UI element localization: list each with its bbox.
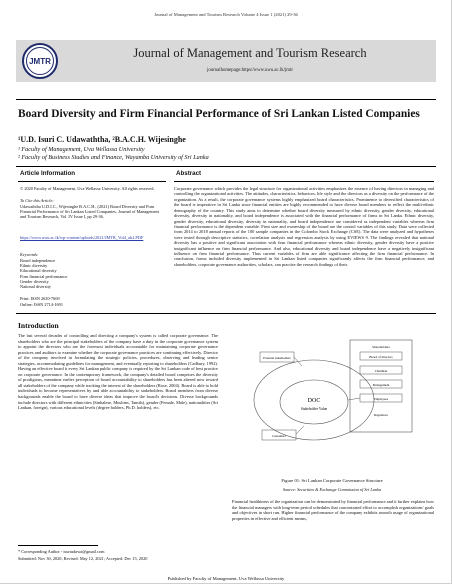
governance-figure (232, 322, 432, 466)
connector-line (294, 357, 302, 366)
keyword-item: Educational diversity (20, 268, 57, 274)
right-column-text: Financial healthiness of the organization can be demonstrated by financial performance and it further explains how the financial managers with long-term period schedules that concentrated effort to accomplish organizations' goals and objectives in short run. Higher financial performance of the company exhibits smooth usage of organizational properties in effective and efficient means, (232, 499, 434, 521)
article-link-anchor[interactable]: https://www.uwu.ac.lk/wp-content/uploads/2021/JMTR_Vol4_ab2.PDF (20, 235, 144, 240)
figure-sub-label: Stakeholder Value (300, 407, 328, 411)
connector-line (296, 426, 304, 434)
figure-caption: Figure 01: Sri Lankan Corporate Governance Structure (281, 478, 383, 483)
article-info-heading: Article Information (20, 170, 76, 177)
section-top-rule (16, 166, 436, 167)
article-info-rule (18, 181, 166, 182)
paper-title: Board Diversity and Firm Financial Performance of Sri Lankan Listed Companies (18, 108, 420, 120)
figure-node-label: Board of directors (369, 355, 393, 359)
figure-node-label: Customers (272, 434, 286, 438)
affiliation-2: ² Faculty of Business Studies and Finance, Wayamba University of Sri Lanka (18, 154, 209, 161)
figure-node-label: Shareholders (372, 345, 390, 349)
keyword-item: Firm financial performance (20, 273, 68, 279)
figure-node-label: Management (372, 383, 390, 387)
figure-node-label: Employees (373, 397, 389, 401)
corresponding-author: * Corresponding Author - isuriudawa@gmail.com (18, 549, 105, 554)
affiliation-1: ¹ Faculty of Management, Uva Wellassa University (18, 146, 145, 153)
figure-node-label: Chairman (374, 369, 388, 373)
journal-logo (22, 43, 58, 79)
figure-node-label: Regulators (374, 413, 388, 417)
article-link[interactable] (20, 235, 160, 240)
abstract-text: Corporate governance which provides the legal structure for organizational activities emphasizes the essence of having directors in managing and controlling the organizational activities. The attitudes, characteristics, behaviors, life style and the directors as a diversity on the performance of the organization. As a result, the corporate governance systems highly emphasized board characteristics. Prominence to diversified characteristics of the board is imperative in Sri Lanka since financial entities are highly recommended to have diverse board members to reflect the multi-ethnic demography of the country. This study aims to determine whether board diversity measured by ethnic diversity, gender diversity, educational diversity, diversity in nationality, and board independence is associated with the financial performance of firms in Sri Lanka. Ethnic diversity, gender diversity, educational diversity, diversity in nationality, and board independence are considered as independent variables whereas firm financial performance is the dependent variable. Firm size and ownership of the board are the control variables of this study. Data were collected from 2014 to 2018 annual reports of the 100 sample companies in the Colombo Stock Exchange (CSE). The data were analyzed and hypotheses were tested through descriptive statistics, correlation analysis and regression analysis by using EVIEWS 9. The findings revealed that national diversity has a positive and significant association with firm financial performance whereas ethnic diversity, gender diversity have a positive insignificant influence on firm financial performance. And also, educational diversity and board independence have a negatively insignificant influence on firm financial performance. Thus current variables of firm are able significance affecting the firm financial performance. In conclusion, forms included diversity implemented in Sri Lankan listed companies significantly affects the firm financial performance, and shareholders, corporate governance authorities, scholars, can practise the research findings of their. (174, 186, 434, 267)
governance-diagram (232, 322, 432, 466)
abstract-heading: Abstract (176, 170, 202, 177)
authors: ¹U.D. Isuri C. Udawaththa, ²B.A.C.H. Wijesinghe (18, 135, 186, 144)
published-by: Published by Faculty of Management, Uva Wellassa University (167, 576, 285, 581)
footnote-rule (18, 545, 98, 546)
figure-source: Source: Securities & Exchange Commission of Sri Lanka (282, 487, 382, 492)
copyright-text: © 2020 Faculty of Management, Uva Wellassa University. All rights reserved. (20, 186, 155, 191)
running-head: Journal of Management and Tourism Research Volume 4 Issue 1 (2021) 29-36 (154, 12, 298, 17)
online-issn: Online: ISSN 2714-1691 (20, 302, 63, 307)
section-bottom-rule (16, 313, 436, 314)
keyword-item: Gender diversity (20, 278, 49, 284)
keywords-list (20, 258, 160, 289)
abstract-rule (174, 181, 434, 182)
figure-center-label: DOC (307, 398, 321, 404)
figure-node-label: External stakeholders (263, 356, 291, 360)
keywords-label: Keywords: (20, 252, 39, 257)
keyword-item: National diversity (20, 284, 51, 290)
print-issn: Print: ISSN 2630-7669 (20, 296, 60, 301)
journal-url[interactable]: journalhomepage:https//www.uwu.ac.lk/jmtr (207, 68, 293, 73)
introduction-heading: Introduction (18, 321, 59, 330)
citation-text: Udawaththa U.D.I.C., Wijesinghe B.A.C.H., (2021) Board Diversity and Firm Financial Performance of Sri Lankan Listed Companies, Journal of Management and Tourism Research, Vol. IV Issue I, pp 29-36, (20, 204, 159, 220)
journal-title: Journal of Management and Tourism Research (133, 46, 367, 60)
cite-label: To Cite this Article: (20, 198, 54, 203)
keyword-item: Board independence (20, 258, 56, 263)
submission-dates: Submitted: Nov 30, 2020; Revised: May 12, 2021; Accepted: Dec 15, 2020 (18, 556, 148, 561)
introduction-text: The last several decades of controlling and directing a company's system is called corporate governance. The shareholders who are the principal stakeholders of the company have a duty in the corporate governance system to appoint the directors who are the foremost individuals accountable for maintaining corporate governance practices and auditors to examine whether the corporate governance practices are continuing effectively. Director of the company involved in formulating the strategic policies, procedures, observing and leading senior strategies, accommodating guidelines for management, and eventually reporting to shareholders (Cadbury, 1992). Having an effective board it every Sri Lankan public company is required by the Sri Lankan code of best practice on corporate governance. In the contemporary framework, the company's detailed board comprises the diversity of prodigious, meantime earlier perception of board accountability to shareholders has been altered now toward all stakeholders of the company while tracking the interest of the shareholders (Rose, 2004). Board is able to hold individuals to become representatives by and able accountability to stakeholders. Board members from diverse backgrounds enable the board to have diverse ideas that improve the board's decisions. Diverse backgrounds include directors with different ethnicities (Sinhalese, Muslims, Tamils), gender (Female, Male), nationalities (Sri Lankan, foreign), various educational levels (degree holders, Ph.D. holders), etc. (18, 333, 218, 411)
title-top-rule (16, 99, 436, 100)
journal-logo-text: JMTR (26, 47, 54, 75)
keyword-item: Ethnic diversity (20, 263, 48, 269)
